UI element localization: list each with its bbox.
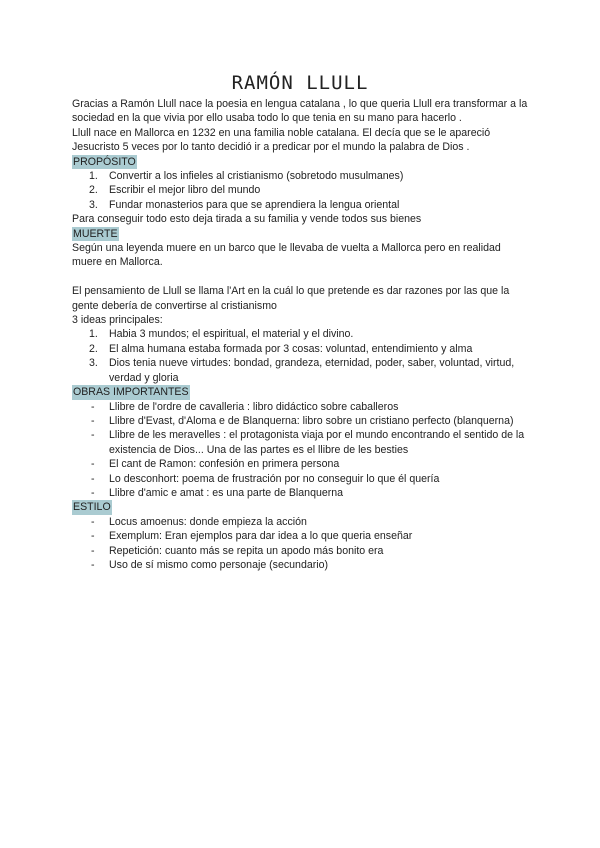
ideas-subheading: 3 ideas principales: [72, 314, 163, 327]
list-dash: - [91, 486, 95, 499]
list-item-text: Repetición: cuanto más se repita un apodo más bonito era [109, 544, 384, 557]
list-item-text: Exemplum: Eran ejemplos para dar idea a lo que queria enseñar [109, 530, 413, 543]
list-dash: - [91, 429, 95, 442]
list-item [72, 428, 532, 457]
page-title: RAMÓN LLULL [231, 72, 369, 94]
list-number: 2. [89, 184, 98, 197]
section-heading: MUERTE [73, 227, 118, 240]
list-dash: - [91, 558, 95, 571]
section-heading-proposito [72, 155, 532, 169]
list-item [72, 342, 532, 356]
list-item [72, 327, 532, 341]
list-item [72, 457, 532, 471]
list-item-text: Lo desconhort: poema de frustración por no conseguir lo que él quería [109, 472, 440, 485]
list-number: 3. [89, 357, 98, 370]
list-item-text: Llibre de les meravelles : el protagonista viaja por el mundo encontrando el sentido de la existencia de Dios... Una de las partes es el llibre de les besties [109, 429, 525, 456]
list-item-text: El alma humana estaba formada por 3 cosas: voluntad, entendimiento y alma [109, 342, 473, 355]
list-item-text: Locus amoenus: donde empieza la acción [109, 515, 307, 528]
list-item-text: Fundar monasterios para que se aprendiera la lengua oriental [109, 198, 400, 211]
list-item [72, 356, 532, 385]
list-item [72, 486, 532, 500]
list-item-text: Habia 3 mundos; el espiritual, el material y el divino. [109, 328, 354, 341]
section-heading: PROPÓSITO [73, 155, 136, 168]
list-item-text: Uso de sí mismo como personaje (secundario) [109, 558, 329, 571]
list-item [72, 544, 532, 558]
list-dash: - [91, 414, 95, 427]
list-number: 1. [89, 328, 98, 341]
list-number: 3. [89, 198, 98, 211]
estilo-list [72, 515, 532, 573]
section-heading-muerte [72, 227, 532, 241]
blank-line [72, 270, 532, 284]
list-dash: - [91, 544, 95, 557]
list-number: 1. [89, 170, 98, 183]
section-heading-obras [72, 385, 532, 399]
list-dash: - [91, 530, 95, 543]
proposito-list [72, 169, 532, 212]
ideas-list [72, 327, 532, 385]
obras-list [72, 400, 532, 501]
list-item-text: Llibre d'amic e amat : es una parte de Blanquerna [109, 486, 344, 499]
list-item-text: Convertir a los infieles al cristianismo (sobretodo musulmanes) [109, 170, 404, 183]
list-item [72, 472, 532, 486]
list-item [72, 169, 532, 183]
list-item [72, 414, 532, 428]
list-item [72, 183, 532, 197]
list-item-text: Escribir el mejor libro del mundo [109, 184, 261, 197]
list-item-text: Dios tenia nueve virtudes: bondad, grandeza, eternidad, poder, saber, voluntad, virtud, verdad y gloria [109, 357, 515, 384]
muerte-paragraph: Según una leyenda muere en un barco que le llevaba de vuelta a Mallorca pero en realidad muere en Mallorca. [72, 242, 501, 269]
list-item [72, 198, 532, 212]
list-number: 2. [89, 342, 98, 355]
intro-paragraph: Gracias a Ramón Llull nace la poesia en lengua catalana , lo que queria Llull era transformar a la sociedad en la que vivia por ello usaba todo lo que tenia en su mano para hacerlo . [72, 98, 528, 125]
document-body [72, 97, 532, 572]
list-dash: - [91, 515, 95, 528]
list-item [72, 400, 532, 414]
list-item [72, 515, 532, 529]
list-item [72, 529, 532, 543]
section-heading-estilo [72, 500, 532, 514]
list-item-text: Llibre de l'ordre de cavalleria : libro didáctico sobre caballeros [109, 400, 399, 413]
list-item-text: El cant de Ramon: confesión en primera persona [109, 458, 340, 471]
pensamiento-paragraph: El pensamiento de Llull se llama l'Art en la cuál lo que pretende es dar razones por las que la gente debería de convertirse al cristianismo [72, 285, 510, 312]
intro-paragraph: Llull nace en Mallorca en 1232 en una familia noble catalana. El decía que se le apareció Jesucristo 5 veces por lo tanto decidió ir a predicar por el mundo la palabra de Dios . [72, 126, 491, 154]
section-heading: OBRAS IMPORTANTES [73, 386, 189, 399]
list-item-text: Llibre d'Evast, d'Aloma e de Blanquerna: libro sobre un cristiano perfecto (blanquerna) [109, 414, 514, 427]
list-dash: - [91, 400, 95, 413]
list-item [72, 558, 532, 572]
proposito-after-text: Para conseguir todo esto deja tirada a su familia y vende todos sus bienes [72, 213, 422, 226]
section-heading: ESTILO [73, 501, 111, 514]
list-dash: - [91, 458, 95, 471]
list-dash: - [91, 472, 95, 485]
